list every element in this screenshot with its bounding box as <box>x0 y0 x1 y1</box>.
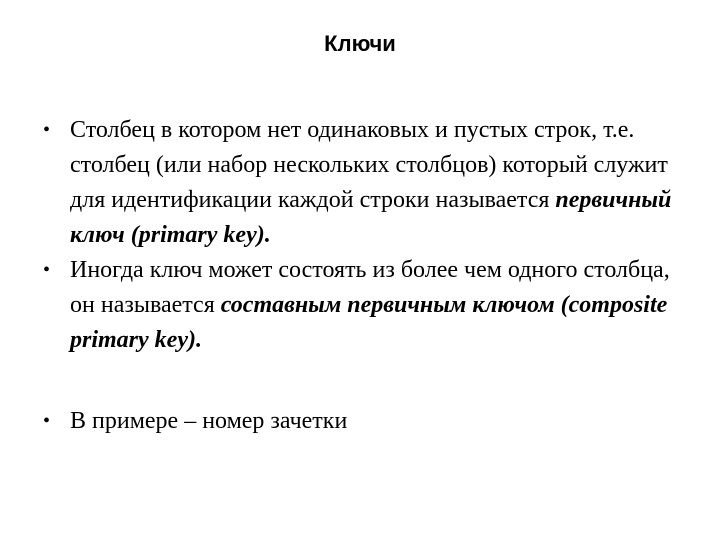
bullet-marker: • <box>43 119 51 141</box>
slide-title: Ключи <box>324 31 396 56</box>
bullet-item-composite-key <box>40 253 680 358</box>
bullet-item-primary-key <box>40 113 680 253</box>
bullet-emphasis: первичный ключ (primary key) <box>70 187 672 248</box>
bullet-emphasis: составным первичным ключом (composite primary key) <box>70 292 668 353</box>
bullet-tail: . <box>195 327 202 353</box>
bullet-tail: . <box>264 222 271 248</box>
bullet-text: Иногда ключ может состоять из более чем одного столбца, он называется <box>70 257 670 318</box>
bullet-item-example <box>40 404 680 439</box>
bullet-text: Столбец в котором нет одинаковых и пустых строк, т.е. столбец (или набор нескольких столбцов) который служит для идентификации каждой строки называется <box>70 117 668 213</box>
bullet-marker: • <box>43 410 51 432</box>
bullet-marker: • <box>43 259 51 281</box>
bullet-text: В примере – номер зачетки <box>70 408 348 434</box>
bullet-list <box>40 113 680 439</box>
